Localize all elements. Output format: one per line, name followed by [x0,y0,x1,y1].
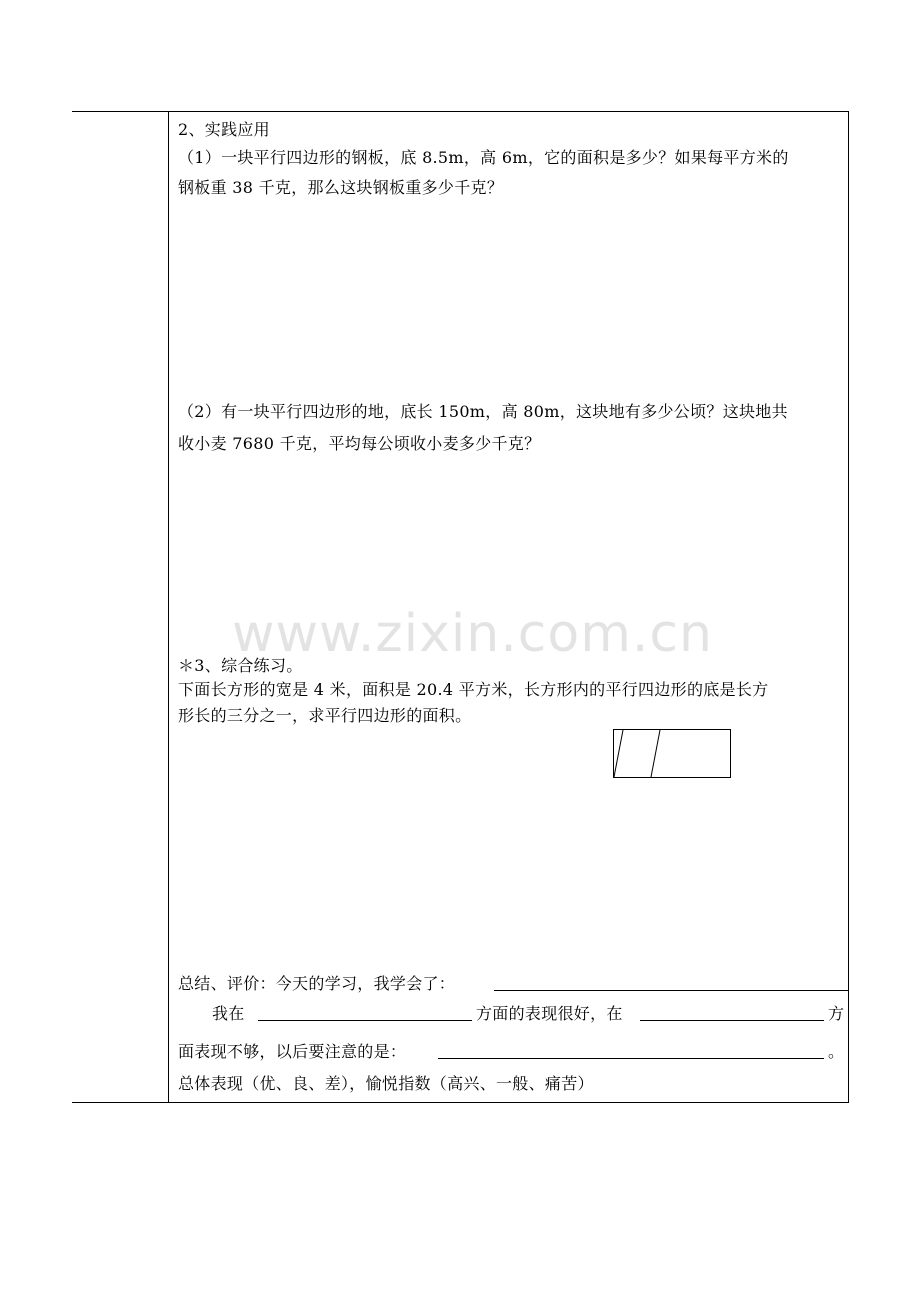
question-1-line-1: （1）一块平行四边形的钢板，底 8.5m，高 6m，它的面积是多少？如果每平方米的 [178,148,789,167]
summary-line-3-prefix: 面表现不够，以后要注意的是： [178,1042,407,1061]
table-bottom-border [72,1102,849,1103]
summary-line-2-prefix: 我在 [212,1004,245,1023]
parallelogram-right-side [651,730,660,777]
summary-line-2-middle: 方面的表现很好，在 [476,1004,623,1023]
learned-blank[interactable] [494,990,848,991]
attention-blank[interactable] [438,1058,824,1059]
parallelogram-left-side [614,730,623,777]
weak-performance-blank[interactable] [640,1020,824,1021]
summary-line-4: 总体表现（优、良、差），愉悦指数（高兴、一般、痛苦） [178,1074,594,1093]
comprehensive-line-2: 形长的三分之一，求平行四边形的面积。 [178,706,472,725]
table-column-divider [168,111,169,1103]
rectangle-parallelogram-diagram [612,728,732,780]
rectangle-outline [614,730,731,778]
summary-line-1: 总结、评价：今天的学习，我学会了： [178,974,456,993]
good-performance-blank[interactable] [258,1020,472,1021]
question-2-line-2: 收小麦 7680 千克，平均每公顷收小麦多少千克？ [178,434,541,453]
question-2-line-1: （2）有一块平行四边形的地，底长 150m，高 80m，这块地有多少公顷？这块地共 [178,402,788,421]
practice-heading: 2、实践应用 [178,120,270,139]
summary-line-2-suffix: 方 [828,1004,845,1023]
comprehensive-line-1: 下面长方形的宽是 4 米，面积是 20.4 平方米，长方形内的平行四边形的底是长方 [178,680,769,699]
table-top-border [72,111,849,112]
site-watermark: www.zixin.com.cn [232,604,713,664]
table-right-border [848,111,849,1103]
summary-line-3-end: 。 [828,1042,845,1061]
question-1-line-2: 钢板重 38 千克，那么这块钢板重多少千克？ [178,178,504,197]
comprehensive-heading: ＊3、综合练习。 [178,656,303,675]
